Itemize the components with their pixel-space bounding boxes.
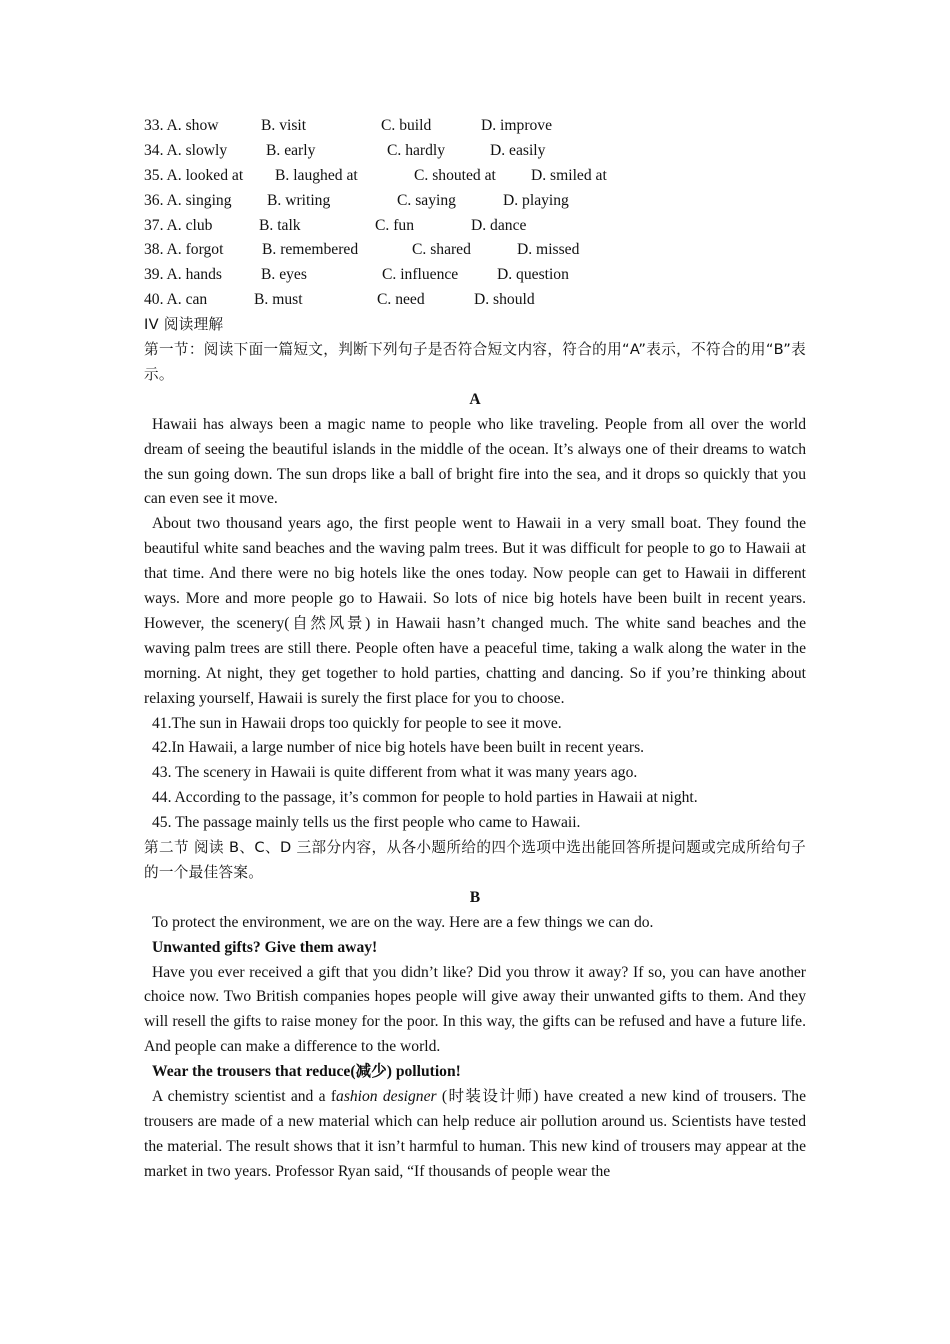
- option-c: C. shared: [412, 241, 471, 259]
- option-row-36: [144, 189, 806, 214]
- paragraph-2-start: A chemistry scientist and a f: [152, 1088, 337, 1106]
- option-row-39: [144, 263, 806, 288]
- option-c: C. build: [381, 117, 432, 134]
- passage-b-heading-1: Unwanted gifts? Give them away!: [152, 938, 378, 956]
- option-c: C. fun: [375, 216, 414, 234]
- option-d: D. missed: [517, 241, 580, 259]
- option-a: 37. A. club: [144, 216, 213, 234]
- option-row-34: [144, 139, 806, 164]
- fashion-designer-term: ashion designer: [336, 1088, 437, 1106]
- paragraph-2-rest: (时装设计师) have created a new kind of trousers. The trousers are made of a new material which can help reduce air pollution around us. Scientists have tested the material. The result shows that it isn’t harmful to human. This new kind of trousers may appear at the market in two years. Professor Ryan said, “If thousands of people wear the: [144, 1088, 806, 1180]
- option-d: D. question: [497, 266, 569, 284]
- statement-44: 44. According to the passage, it’s common for people to hold parties in Hawaii at night.: [152, 789, 698, 807]
- passage-b-paragraph-2: [144, 1085, 806, 1185]
- option-b: B. must: [254, 291, 303, 309]
- option-row-37: [144, 214, 806, 239]
- option-d: D. smiled at: [531, 166, 607, 184]
- option-a: 33. A. show: [144, 117, 219, 134]
- option-b: B. early: [266, 141, 316, 159]
- statements-list: [144, 712, 806, 836]
- option-d: D. easily: [490, 141, 546, 159]
- exam-page: [144, 114, 806, 1185]
- statement-43: 43. The scenery in Hawaii is quite different from what it was many years ago.: [152, 764, 638, 782]
- option-row-33: [144, 114, 806, 139]
- option-a: 35. A. looked at: [144, 166, 244, 184]
- passage-a-title: A: [469, 390, 481, 408]
- passage-a-paragraph: Hawaii has always been a magic name to people who like traveling. People from all over the world dream of seeing the beautiful islands in the middle of the ocean. It’s always one of their dreams to watch the sun going down. The sun drops like a ball of bright fire into the sea, and it drops so quickly that you can even see it move.: [144, 415, 806, 508]
- section-heading: IV 阅读理解: [144, 316, 224, 334]
- statement-45: 45. The passage mainly tells us the first people who came to Hawaii.: [152, 814, 581, 832]
- option-c: C. hardly: [387, 141, 446, 159]
- part2-instructions: 第二节 阅读 B、C、D 三部分内容，从各小题所给的四个选项中选出能回答所提问题或完成所给句子的一个最佳答案。: [144, 839, 806, 881]
- option-c: C. influence: [382, 266, 459, 284]
- passage-b-heading-2: Wear the trousers that reduce(减少) pollution!: [152, 1063, 461, 1081]
- option-row-40: [144, 288, 806, 313]
- option-c: C. shouted at: [414, 166, 496, 184]
- option-a: 40. A. can: [144, 291, 208, 309]
- options-list: [144, 114, 806, 313]
- statement-42: 42.In Hawaii, a large number of nice big hotels have been built in recent years.: [152, 739, 645, 757]
- part1-instructions: 第一节：阅读下面一篇短文，判断下列句子是否符合短文内容，符合的用“A”表示，不符合的用“B”表示。: [144, 341, 806, 383]
- option-a: 38. A. forgot: [144, 241, 224, 259]
- option-a: 36. A. singing: [144, 191, 232, 209]
- option-b: B. writing: [267, 191, 331, 209]
- option-b: B. laughed at: [275, 166, 358, 184]
- option-b: B. remembered: [262, 241, 359, 259]
- passage-b-title: B: [469, 888, 481, 906]
- passage-a-paragraph: About two thousand years ago, the first people went to Hawaii in a very small boat. They found the beautiful white sand beaches and the waving palm trees. But it was difficult for people to go to Hawaii at that time. And there were no big hotels like the ones today. Now people can get to Hawaii in different ways. More and more people go to Hawaii. So lots of nice big hotels have been built in recent years. However, the scenery(自然风景) in Hawaii hasn’t changed much. The white sand beaches and the waving palm trees are still there. People often have a peaceful time, taking a walk along the water in the morning. At night, they get together to hold parties, chatting and dancing. So if you’re thinking about relaxing yourself, Hawaii is surely the first place for you to choose.: [144, 515, 806, 707]
- option-row-38: [144, 238, 806, 263]
- option-a: 39. A. hands: [144, 266, 222, 284]
- option-b: B. visit: [261, 117, 307, 134]
- option-d: D. playing: [503, 191, 569, 209]
- passage-b-paragraph-1: Have you ever received a gift that you didn’t like? Did you throw it away? If so, you can have another choice now. Two British companies hopes people will give away their unwanted gifts to them. And they will resell the gifts to raise money for the poor. In this way, the gifts can be refused and have a future life. And people can make a difference to the world.: [144, 963, 806, 1056]
- statement-41: 41.The sun in Hawaii drops too quickly for people to see it move.: [152, 714, 562, 732]
- option-d: D. dance: [471, 216, 527, 234]
- passage-b-intro: To protect the environment, we are on the way. Here are a few things we can do.: [152, 913, 654, 931]
- option-a: 34. A. slowly: [144, 141, 228, 159]
- option-b: B. talk: [259, 216, 301, 234]
- option-d: D. should: [474, 291, 535, 309]
- option-d: D. improve: [481, 117, 553, 134]
- option-row-35: [144, 164, 806, 189]
- option-c: C. need: [377, 291, 425, 309]
- option-c: C. saying: [397, 191, 456, 209]
- option-b: B. eyes: [261, 266, 307, 284]
